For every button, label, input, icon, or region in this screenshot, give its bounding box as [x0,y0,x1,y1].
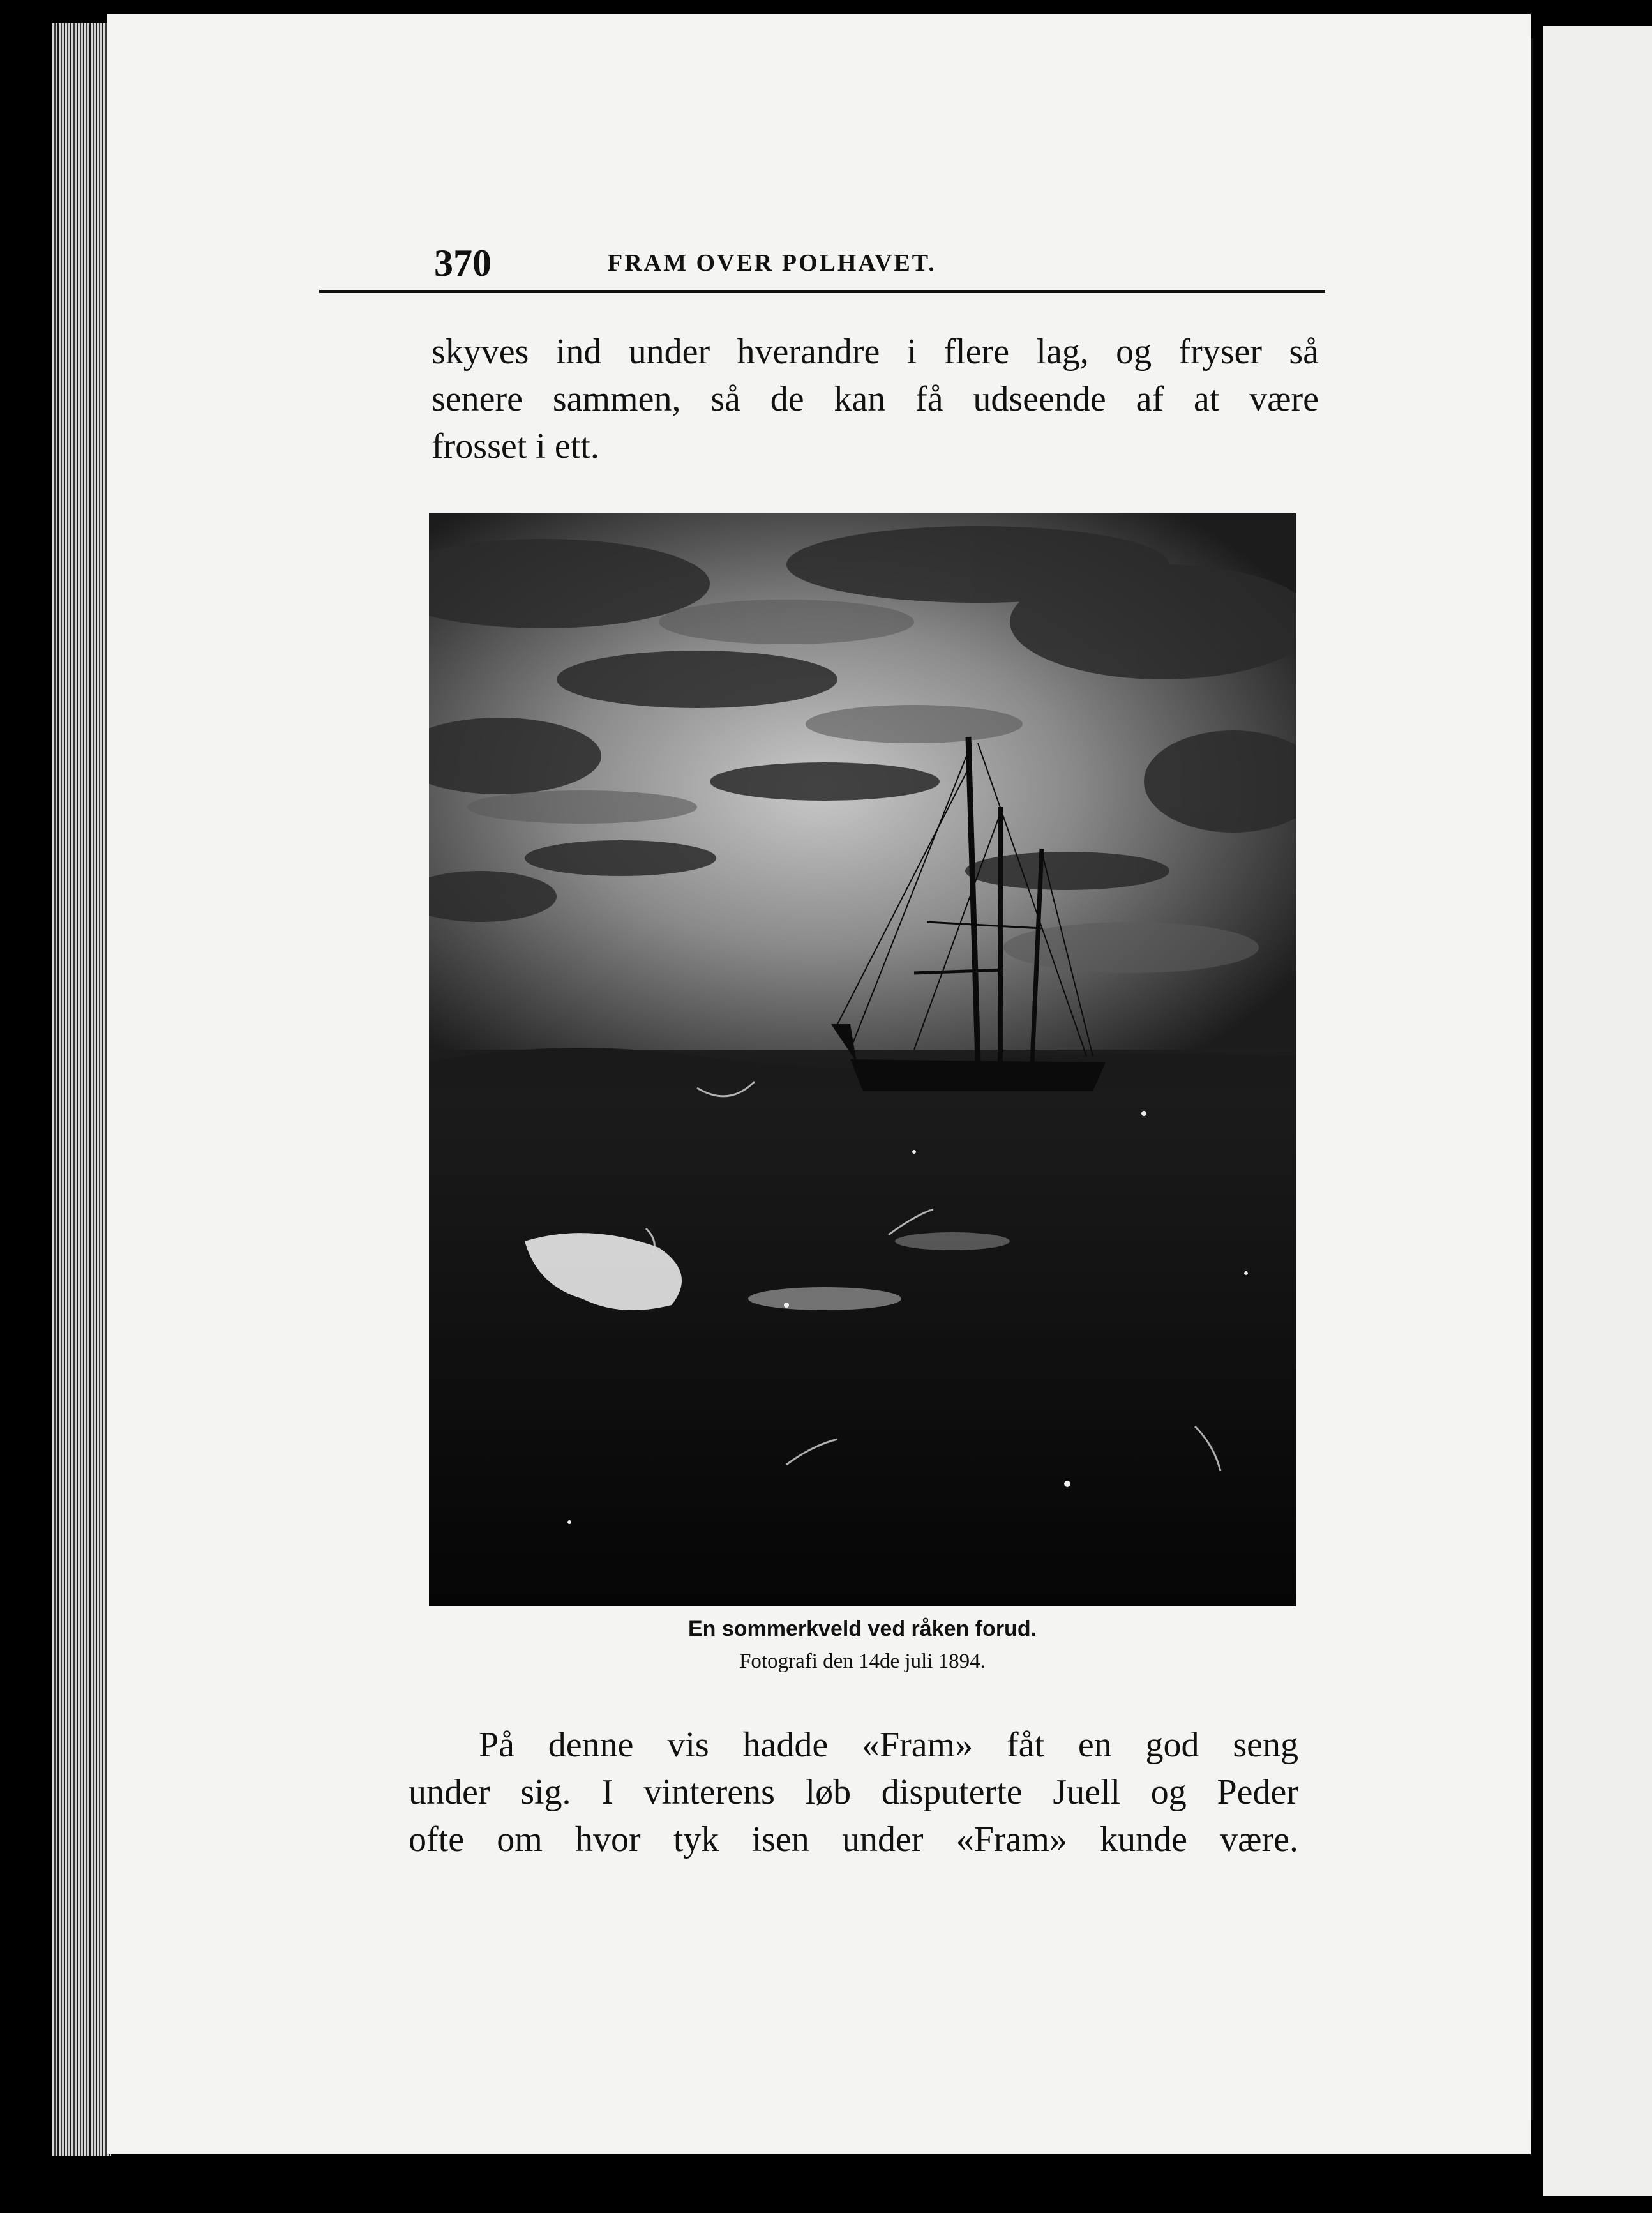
running-header [319,236,1325,293]
text-line: senere sammen, så de kan få udseende af at være [432,379,1319,419]
paragraph-bottom [409,1721,1298,1863]
text-line: ofte om hvor tyk isen under «Fram» kunde være. [409,1820,1298,1859]
caption-subtitle: Fotografi den 14de juli 1894. [739,1650,986,1673]
ship-photograph [429,513,1296,1606]
figure-caption [429,1613,1296,1678]
text-line: frosset i ett. [432,427,599,466]
photo-illustration [429,513,1296,1606]
header-title: FRAM OVER POLHAVET. [608,250,936,276]
page-edges [52,23,111,2156]
paragraph-top [432,328,1319,470]
text-line: skyves ind under hverandre i flere lag, og fryser så [432,332,1319,372]
caption-title: En sommerkveld ved råken forud. [687,1617,1037,1641]
text-line: under sig. I vinterens løb disputerte Juell og Peder [409,1772,1298,1812]
facing-page-edge [1543,26,1652,2196]
page-number: 370 [434,242,492,284]
text-line: På denne vis hadde «Fram» fåt en god seng [479,1725,1298,1765]
